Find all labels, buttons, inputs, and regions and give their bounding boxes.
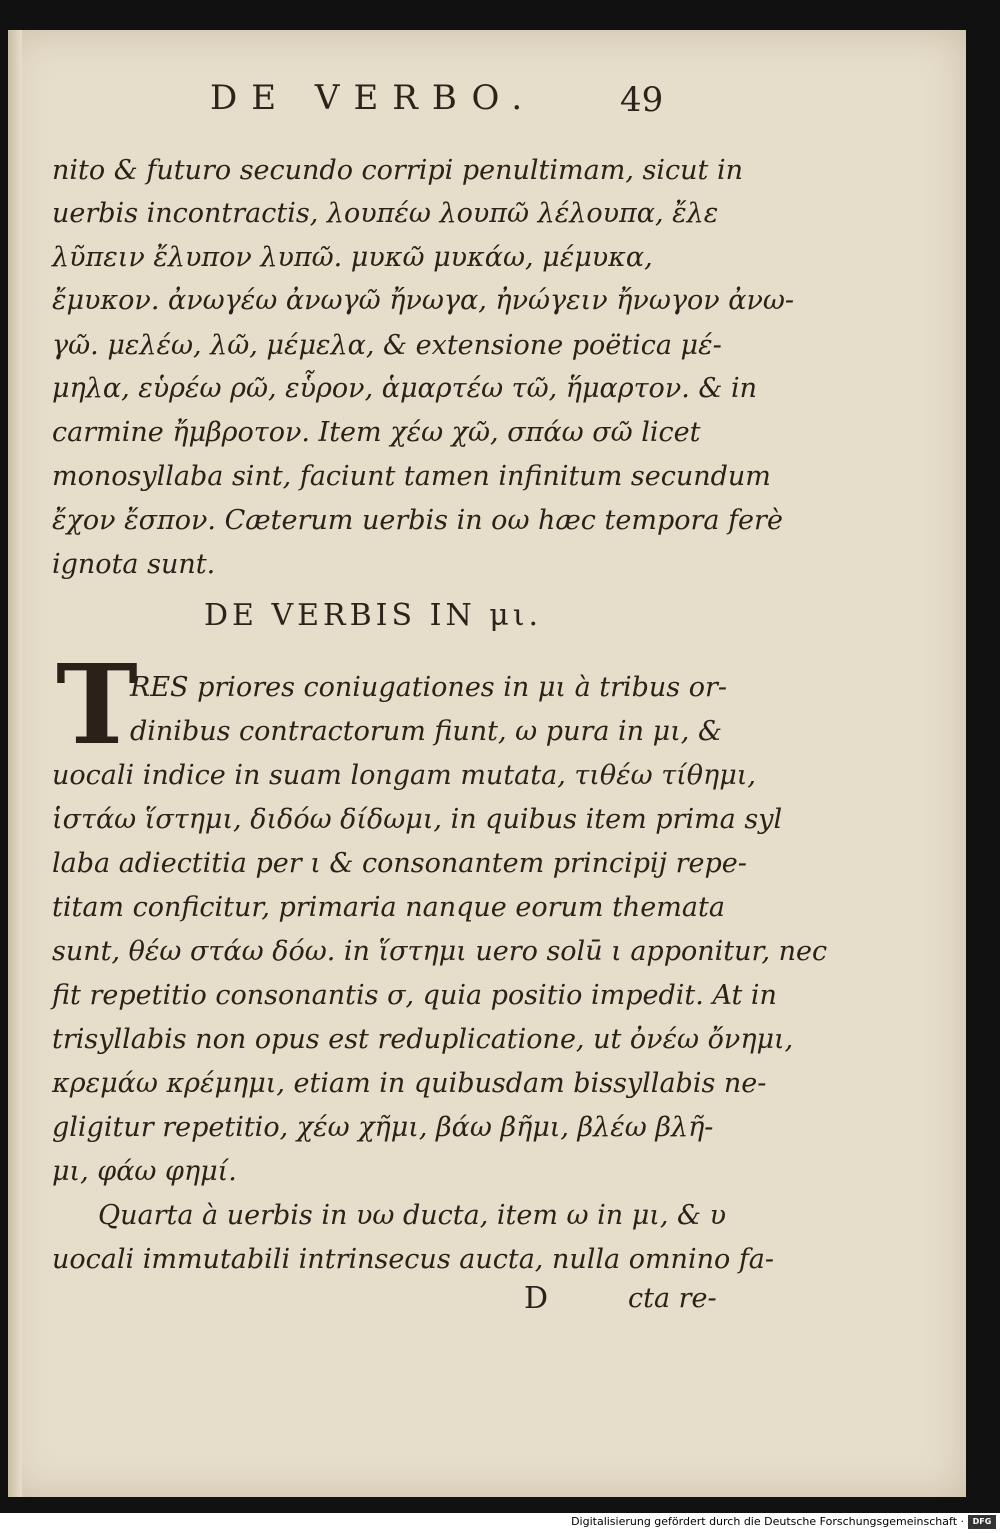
text-line: uerbis incontractis, λουπέω λουπῶ λέλουπα, ἔλε — [52, 198, 719, 229]
funding-notice: Digitalisierung gefördert durch die Deutsche Forschungsgemeinschaft · — [571, 1515, 964, 1528]
page-gutter — [8, 30, 22, 1497]
text-line: monosyllaba sint, faciunt tamen infinitum secundum — [52, 461, 771, 492]
text-line: ignota sunt. — [52, 549, 216, 580]
text-line: μι, φάω φημί. — [52, 1156, 237, 1187]
drop-cap-initial: T — [56, 640, 138, 769]
text-line: λῦπειν ἔλυπον λυπῶ. μυκῶ μυκάω, μέμυκα, — [52, 242, 653, 273]
text-line: μηλα, εὑρέω ρῶ, εὗρον, ἁμαρτέω τῶ, ἥμαρτον. & in — [52, 373, 758, 404]
text-line: titam conficitur, primaria nanque eorum themata — [52, 892, 725, 923]
running-title: DE VERBO. — [210, 78, 537, 118]
catchword: cta re- — [628, 1283, 717, 1314]
section-heading: DE VERBIS IN μι. — [204, 598, 543, 633]
text-line: dinibus contractorum fiunt, ω pura in μι, & — [130, 716, 722, 747]
page-number: 49 — [620, 80, 664, 120]
text-line: ἱστάω ἵστημι, διδόω δίδωμι, in quibus item prima syl — [52, 804, 783, 835]
text-line: laba adiectitia per ι & consonantem principij repe- — [52, 848, 747, 879]
text-line: ἔχον ἔσπον. Cæterum uerbis in οω hæc tempora ferè — [52, 505, 783, 536]
text-line: Quarta à uerbis in υω ducta, item ω in μι, & υ — [98, 1200, 727, 1231]
text-line: carmine ἤμβροτον. Item χέω χῶ, σπάω σῶ licet — [52, 417, 701, 448]
text-line: gligitur repetitio, χέω χῆμι, βάω βῆμι, βλέω βλῆ- — [52, 1112, 714, 1143]
text-line: trisyllabis non opus est reduplicatione, ut ὀνέω ὄνημι, — [52, 1024, 794, 1055]
text-line: uocali indice in suam longam mutata, τιθέω τίθημι, — [52, 760, 756, 791]
text-line: nito & futuro secundo corripi penultimam, sicut in — [52, 155, 743, 186]
text-line: uocali immutabili intrinsecus aucta, nulla omnino fa- — [52, 1244, 775, 1275]
text-line: sunt, θέω στάω δόω. in ἵστημι uero solū ι apponitur, nec — [52, 936, 828, 967]
text-line: ἔμυκον. ἀνωγέω ἀνωγῶ ἤνωγα, ἠνώγειν ἤνωγον ἀνω- — [52, 285, 795, 316]
text-line: fit repetitio consonantis σ, quia positio impedit. At in — [52, 980, 777, 1011]
dfg-logo-icon: DFG — [968, 1515, 996, 1529]
text-line: κρεμάω κρέμημι, etiam in quibusdam bissyllabis ne- — [52, 1068, 767, 1099]
signature-mark: D — [524, 1281, 549, 1316]
text-line: γῶ. μελέω, λῶ, μέμελα, & extensione poëtica μέ- — [52, 330, 722, 361]
text-line: RES priores coniugationes in μι à tribus or- — [130, 672, 728, 703]
